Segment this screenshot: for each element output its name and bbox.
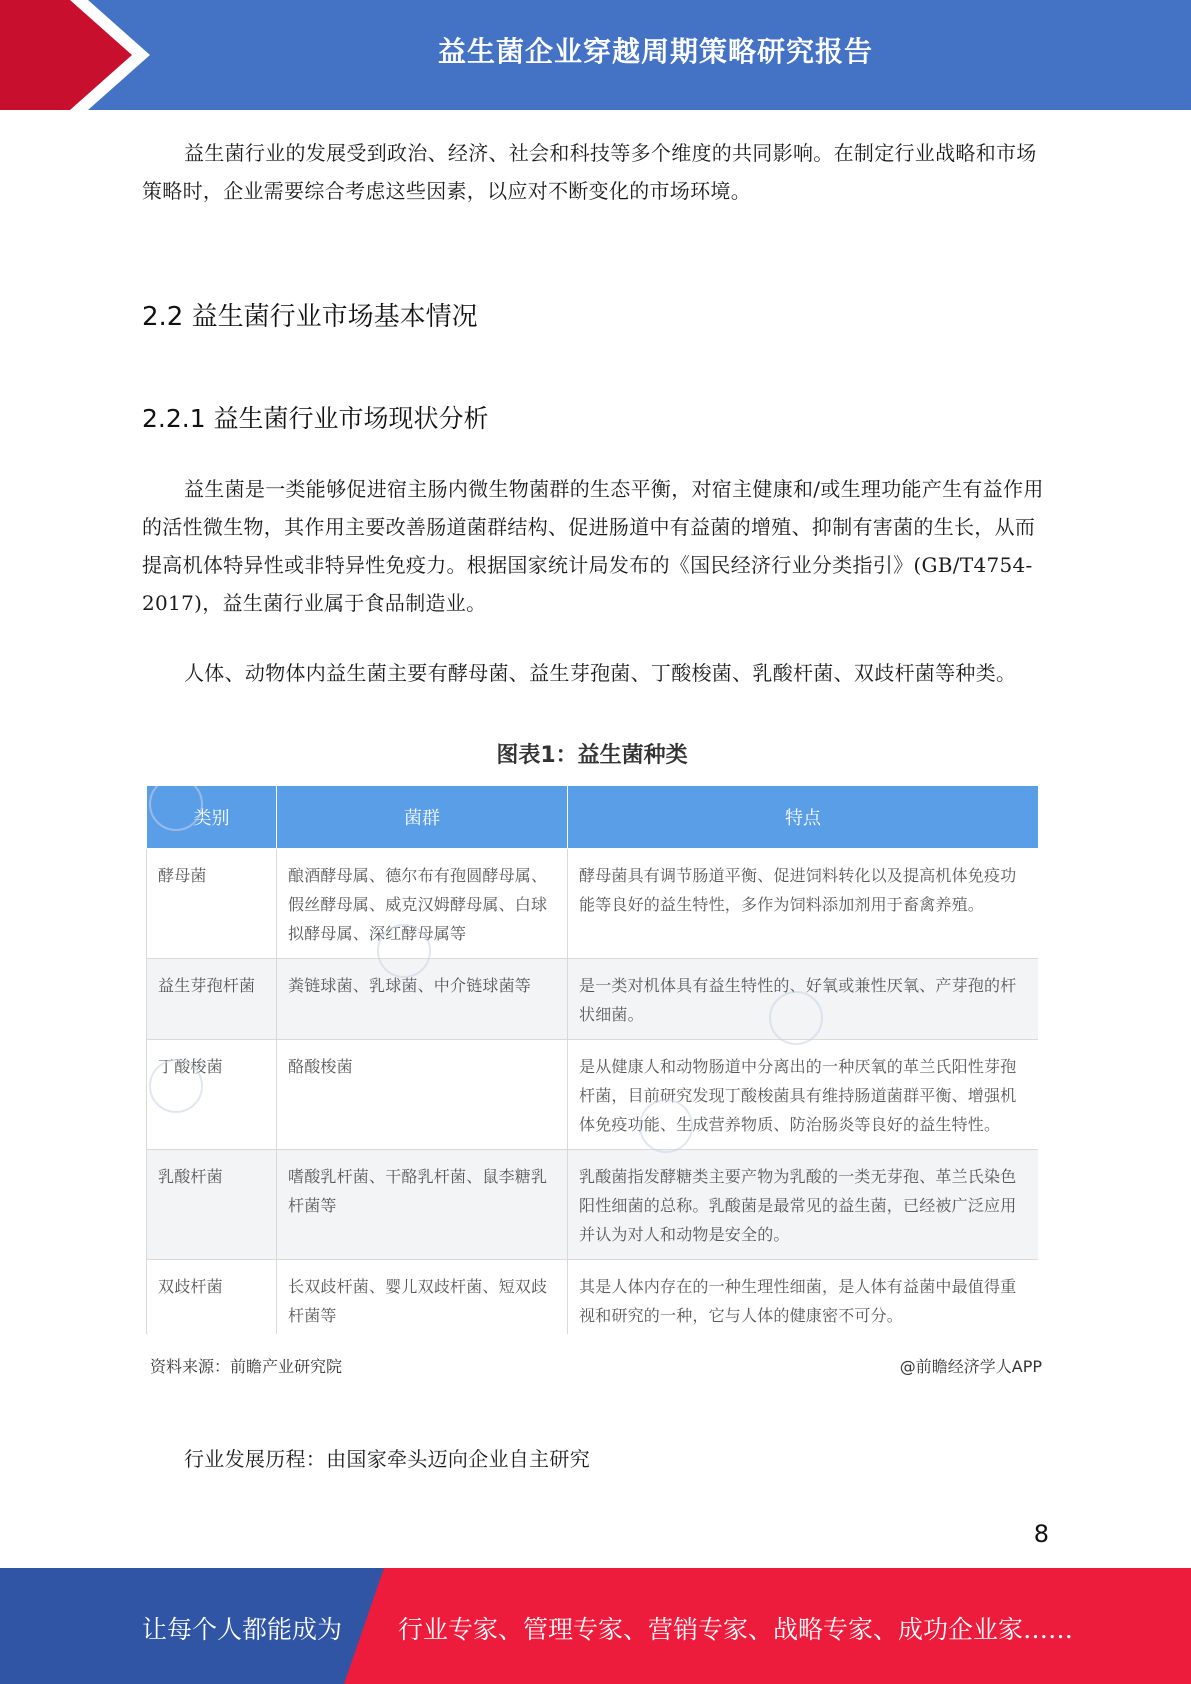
table-row — [147, 849, 1039, 959]
table-row — [147, 959, 1039, 1040]
page-footer — [0, 1568, 1191, 1684]
types-paragraph: 人体、动物体内益生菌主要有酵母菌、益生芽孢菌、丁酸梭菌、乳酸杆菌、双歧杆菌等种类。 — [184, 661, 1017, 685]
cell-strains: 嗜酸乳杆菌、干酪乳杆菌、鼠李糖乳杆菌等 — [277, 1150, 568, 1260]
section-heading-2-2: 2.2 益生菌行业市场基本情况 — [142, 302, 478, 332]
cell-category: 双歧杆菌 — [147, 1260, 277, 1335]
figure-source: 资料来源：前瞻产业研究院 — [150, 1357, 343, 1376]
header-strains: 菌群 — [277, 786, 568, 849]
page-header — [0, 0, 1191, 110]
cell-strains: 粪链球菌、乳球菌、中介链球菌等 — [277, 959, 568, 1040]
cell-category: 丁酸梭菌 — [147, 1040, 277, 1150]
cell-category: 乳酸杆菌 — [147, 1150, 277, 1260]
header-title: 益生菌企业穿越周期策略研究报告 — [437, 35, 873, 68]
cell-features: 是一类对机体具有益生特性的、好氧或兼性厌氧、产芽孢的杆状细菌。 — [568, 959, 1039, 1040]
species-table — [146, 786, 1038, 1334]
cell-category: 益生芽孢杆菌 — [147, 959, 277, 1040]
figure-source-row — [150, 1354, 1042, 1377]
figure-title: 图表1：益生菌种类 — [496, 743, 688, 768]
table-row — [147, 1150, 1039, 1260]
definition-paragraph: 益生菌是一类能够促进宿主肠内微生物菌群的生态平衡，对宿主健康和/或生理功能产生有益作用的活性微生物，其作用主要改善肠道菌群结构、促进肠道中有益菌的增殖、抑制有害菌的生长，从而提高机体特异性或非特异性免疫力。根据国家统计局发布的《国民经济行业分类指引》(GB/T4754-2017)，益生菌行业属于食品制造业。 — [142, 477, 1044, 615]
cell-strains: 酿酒酵母属、德尔布有孢圆酵母属、假丝酵母属、威克汉姆酵母属、白球拟酵母属、深红酵母属等 — [277, 849, 568, 959]
cell-features: 乳酸菌指发酵糖类主要产物为乳酸的一类无芽孢、革兰氏染色阳性细菌的总称。乳酸菌是最常见的益生菌，已经被广泛应用并认为对人和动物是安全的。 — [568, 1150, 1039, 1260]
cell-features: 其是人体内存在的一种生理性细菌，是人体有益菌中最值得重视和研究的一种，它与人体的健康密不可分。 — [568, 1260, 1039, 1335]
footer-slogan-left: 让每个人都能成为 — [142, 1615, 343, 1644]
table-row — [147, 1040, 1039, 1150]
section-heading-2-2-1: 2.2.1 益生菌行业市场现状分析 — [142, 404, 489, 433]
header-category: 类别 — [147, 786, 277, 849]
figure-credit: @前瞻经济学人APP — [899, 1357, 1042, 1376]
cell-features: 是从健康人和动物肠道中分离出的一种厌氧的革兰氏阳性芽孢杆菌，目前研究发现丁酸梭菌具有维持肠道菌群平衡、增强机体免疫功能、生成营养物质、防治肠炎等良好的益生特性。 — [568, 1040, 1039, 1150]
cell-category: 酵母菌 — [147, 849, 277, 959]
species-table-figure — [146, 786, 1038, 1334]
header-features: 特点 — [568, 786, 1039, 849]
cell-features: 酵母菌具有调节肠道平衡、促进饲料转化以及提高机体免疫功能等良好的益生特性，多作为饲料添加剂用于畜禽养殖。 — [568, 849, 1039, 959]
history-paragraph: 行业发展历程：由国家牵头迈向企业自主研究 — [184, 1447, 590, 1471]
intro-paragraph: 益生菌行业的发展受到政治、经济、社会和科技等多个维度的共同影响。在制定行业战略和市场策略时，企业需要综合考虑这些因素，以应对不断变化的市场环境。 — [142, 141, 1037, 203]
table-header-row — [147, 786, 1039, 849]
footer-slogan-right: 行业专家、管理专家、营销专家、战略专家、成功企业家…… — [398, 1615, 1074, 1644]
cell-strains: 酪酸梭菌 — [277, 1040, 568, 1150]
cell-strains: 长双歧杆菌、婴儿双歧杆菌、短双歧杆菌等 — [277, 1260, 568, 1335]
page-number: 8 — [1033, 1520, 1049, 1548]
table-row — [147, 1260, 1039, 1335]
